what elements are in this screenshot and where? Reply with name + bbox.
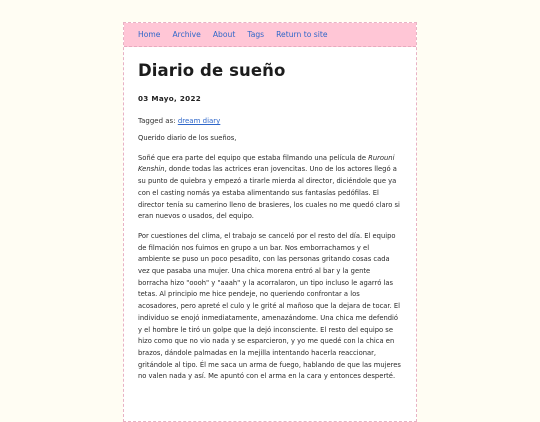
- paragraph-1-start: Soñé que era parte del equipo que estaba filmando una película de: [138, 153, 369, 162]
- paragraph-1-end: , donde todas las actrices eran jovencitas. Uno de los actores llegó a su punto de quiebra y empezó a tirarle mierda al director, diciéndole que ya con el casting nomás ya estaba alimentando sus fantasías pedófilas. El director tenía su camerino lleno de brasieres, los cuales no me quedó claro si eran nuevos o usados, del equipo.: [138, 165, 400, 221]
- post-content: [124, 61, 416, 383]
- tag-link[interactable]: dream diary: [177, 117, 221, 125]
- post-date: 03 Mayo, 2022: [138, 94, 202, 103]
- post-paragraph-1: [138, 153, 402, 223]
- post-greeting: Querido diario de los sueños,: [138, 134, 237, 142]
- top-nav: [124, 23, 416, 47]
- post-tags: [138, 117, 402, 125]
- post-page: [123, 22, 417, 422]
- post-title: Diario de sueño: [138, 61, 286, 80]
- nav-home-link[interactable]: Home: [138, 30, 161, 39]
- nav-return-link[interactable]: Return to site: [276, 30, 328, 39]
- tagged-label: Tagged as:: [138, 117, 176, 125]
- nav-archive-link[interactable]: Archive: [172, 30, 201, 39]
- nav-about-link[interactable]: About: [212, 30, 236, 39]
- nav-tags-link[interactable]: Tags: [247, 30, 265, 39]
- paragraph-1-title: Rurouni Kenshin: [138, 153, 395, 174]
- post-paragraph-2: Por cuestiones del clima, el trabajo se canceló por el resto del día. El equipo de filmación nos fuimos en grupo a un bar. Nos emborrachamos y el ambiente se puso un poco pesadito, con las personas gritando cosas cada vez que pasaba una mujer. Una chica morena entró al bar y la gente borracha hizo "oooh" y "aaah" y la acorralaron, un tipo incluso le agarró las tetas. Al principio me hice pendeje, no queriendo confrontar a los acosadores, pero apreté el culo y le grité al mañoso que la dejara de tocar. El individuo se enojó inmediatamente, amenazándome. Una chica me defendió y el hombre le tiró un golpe que la dejó inconsciente. El resto del equipo se hizo como que no vio nada y se esparcieron, y yo me quedé con la chica en brazos, dándole palmadas en la mejilla intentando hacerla reaccionar, gritándole al tipo. Él me saca un arma de fuego, hablando de que las mujeres no valen nada y así. Me apuntó con el arma en la cara y entonces desperté.: [138, 231, 401, 381]
